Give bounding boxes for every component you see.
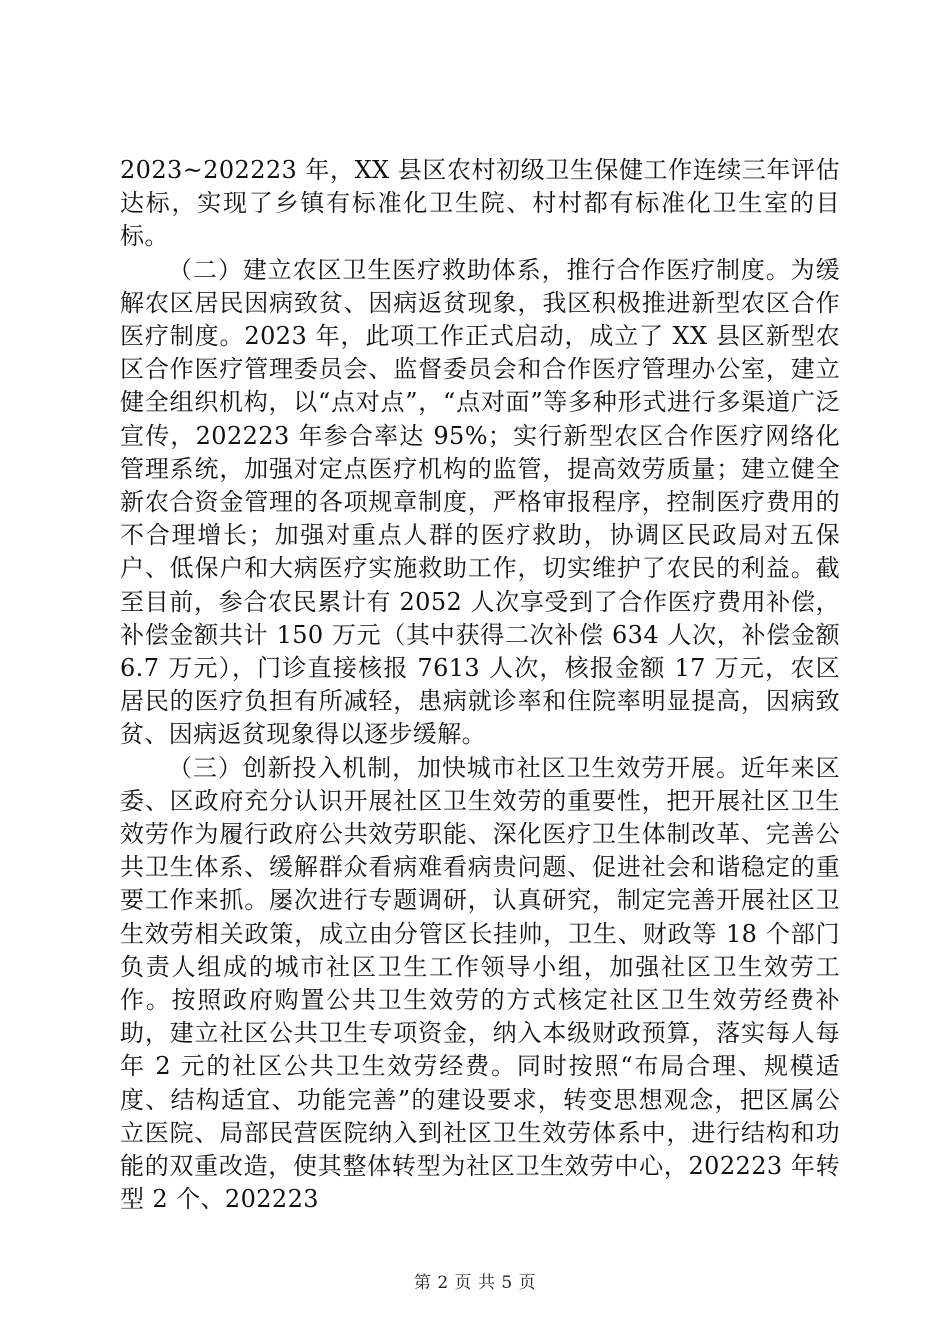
paragraph-rural-medical-assistance: （二）建立农区卫生医疗救助体系，推行合作医疗制度。为缓解农区居民因病致贫、因病返贫现象，我区积极推进新型农区合作医疗制度。2023 年，此项工作正式启动，成立了 XX 县区新型农区合作医疗管理委员会、监督委员会和合作医疗管理办公室，建立健全组织机构，以“点对点”，“点对面”等多种形式进行多渠道广泛宣传，202223 年参合率达 95%；实行新型农区合作医疗网络化管理系统，加强对定点医疗机构的监管，提高效劳质量；建立健全新农合资金管理的各项规章制度，严格审报程序，控制医疗费用的不合理增长；加强对重点人群的医疗救助，协调区民政局对五保户、低保户和大病医疗实施救助工作，切实维护了农民的利益。截至目前，参合农民累计有 2052 人次享受到了合作医疗费用补偿，补偿金额共计 150 万元（其中获得二次补偿 634 人次，补偿金额 6.7 万元），门诊直接核报 7613 人次，核报金额 17 万元，农区居民的医疗负担有所减轻，患病就诊率和住院率明显提高，因病致贫、因病返贫现象得以逐步缓解。	[120, 255, 840, 749]
page-footer: 第 2 页 共 5 页	[413, 1273, 537, 1293]
paragraph-community-health-service: （三）创新投入机制，加快城市社区卫生效劳开展。近年来区委、区政府充分认识开展社区卫生效劳的重要性，把开展社区卫生效劳作为履行政府公共效劳职能、深化医疗卫生体制改革、完善公共卫生体系、缓解群众看病难看病贵问题、促进社会和谐稳定的重要工作来抓。屡次进行专题调研，认真研究，制定完善开展社区卫生效劳相关政策，成立由分管区长挂帅，卫生、财政等 18 个部门负责人组成的城市社区卫生工作领导小组，加强社区卫生效劳工作。按照政府购置公共卫生效劳的方式核定社区卫生效劳经费补助，建立社区公共卫生专项资金，纳入本级财政预算，落实每人每年 2 元的社区公共卫生效劳经费。同时按照“布局合理、规模适度、结构适宜、功能完善”的建设要求，转变思想观念，把区属公立医院、局部民营医院纳入到社区卫生效劳体系中，进行结构和功能的双重改造，使其整体转型为社区卫生效劳中心，202223 年转型 2 个、202223	[120, 753, 840, 1214]
document-body	[120, 154, 840, 1217]
paragraph-continuation: 2023~202223 年，XX 县区农村初级卫生保健工作连续三年评估达标，实现了乡镇有标准化卫生院、村村都有标准化卫生室的目标。	[120, 156, 840, 251]
